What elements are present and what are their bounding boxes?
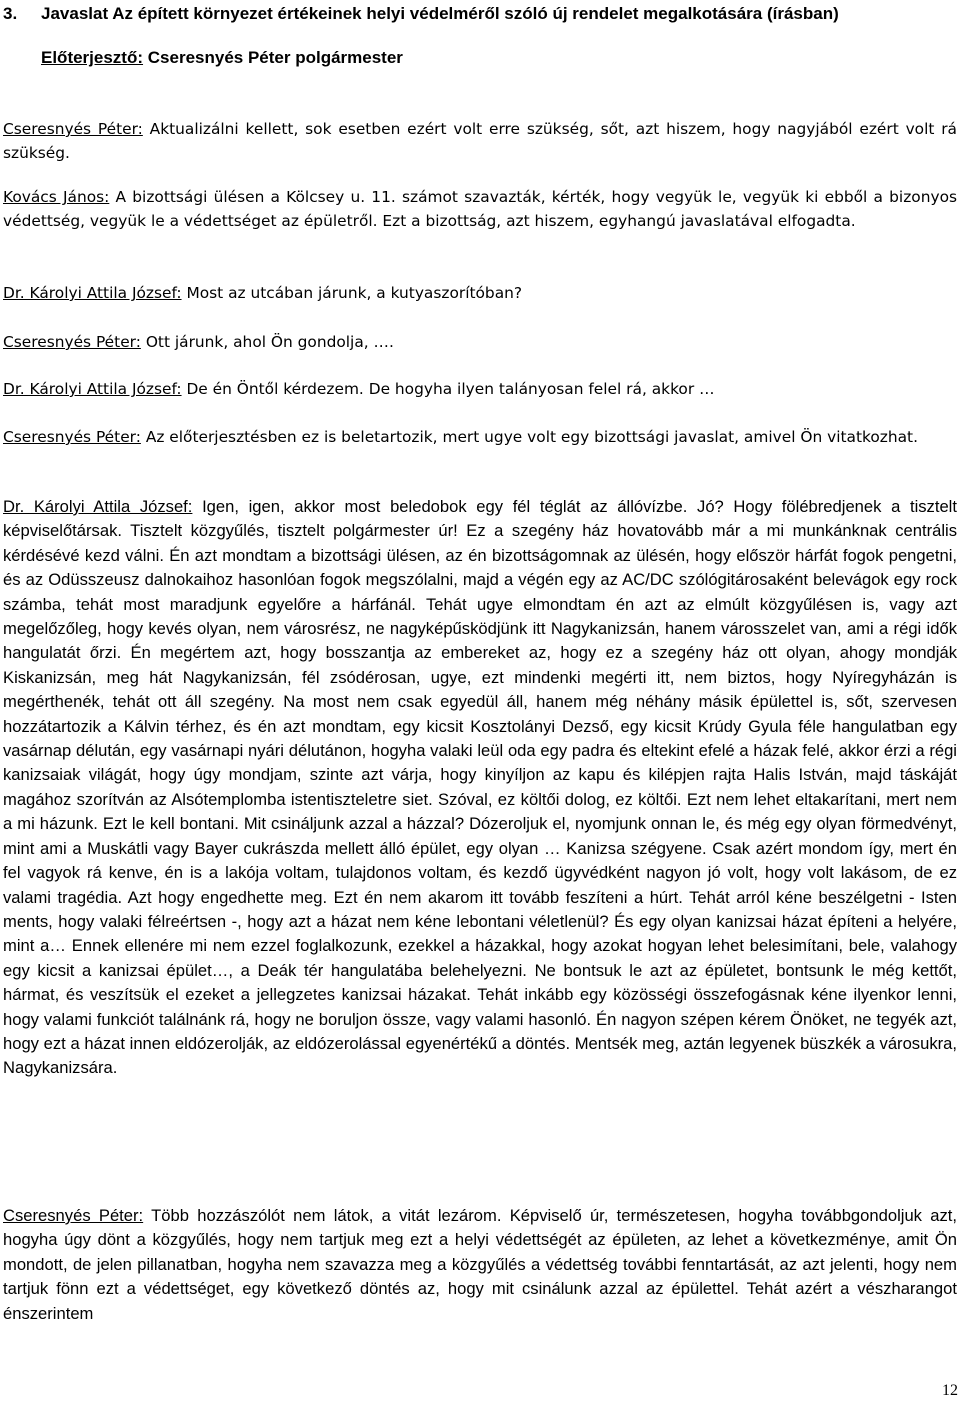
speech-text: Ott járunk, ahol Ön gondolja, …. <box>145 333 394 351</box>
speaker-name: Cseresnyés Péter: <box>3 120 143 138</box>
presenter-name: Cseresnyés Péter polgármester <box>147 48 403 67</box>
speech-text: Az előterjesztésben ez is beletartozik, mert ugye volt egy bizottsági javaslat, amivel Ön vitatkozhat. <box>145 428 918 446</box>
speech-paragraph <box>3 185 957 233</box>
speaker-name: Dr. Károlyi Attila József: <box>3 380 182 398</box>
speech-paragraph <box>3 281 957 305</box>
speech-paragraph <box>3 495 957 1081</box>
speech-paragraph <box>3 425 957 449</box>
presenter-label: Előterjesztő: <box>41 48 144 67</box>
speaker-name: Kovács János: <box>3 188 110 206</box>
speech-paragraph <box>3 377 957 401</box>
speech-paragraph <box>3 117 957 165</box>
agenda-item-title: Javaslat Az épített környezet értékeinek helyi védelméről szóló új rendelet megalkotására (írásban) <box>41 4 839 23</box>
speaker-name: Cseresnyés Péter: <box>3 428 141 446</box>
speech-text: Aktualizálni kellett, sok esetben ezért volt erre szükség, sőt, azt hiszem, hogy nagyjából ezért volt rá szükség. <box>3 120 957 163</box>
speech-text: A bizottsági ülésen a Kölcsey u. 11. számot szavazták, kérték, hogy vegyük le, vegyük ki ebből a bizonyos védettség, vegyük le a védettséget az épületről. Ezt a bizottság, azt hiszem, egyhangú javaslatával elfogadta. <box>3 188 958 231</box>
speech-paragraph <box>3 1204 957 1326</box>
speech-text: De én Öntől kérdezem. De hogyha ilyen talányosan felel rá, akkor … <box>186 380 715 398</box>
speech-text: Igen, igen, akkor most beledobok egy fél téglát az állóvízbe. Jó? Hogy fölébredjenek a tisztelt képviselőtársak. Tisztelt közgyűlés, tisztelt polgármester úr! Ez a szegény ház hovatovább már a mi munkánknak centrális kérdésévé kezd válni. Én azt mondtam a bizottsági ülésen, az én bizottságomnak az ülésén, hogy először hárfát fogok pengetni, és az Odüsszeusz dalnokaihoz hasonlóan fogok megszólalni, majd a végén egy az AC/DC szólógitárosaként belevágok egy rock számba, tehát most maradjunk egyelőre a hárfánál. Tehát ugye elmondtam én azt az elmúlt közgyűlésen is, vagy azt megelőzőleg, hogy kevés olyan, nem városrész, ne nagyképűsködjünk itt Nagykanizsán, hanem városszelet van, ami a régi idők hangulatát őrzi. Én megértem azt, hogy bosszantja az embereket az, hogy ez a szegény ház ott olyan, ahogy mondják Kiskanizsán, meg hát Nagykanizsán, fél zsódérosan, ugye, ezt mindenki megérti itt, nem biztos, hogy Nyíregyházán is megérthenék, tehát ott áll szegény. Na most nem csak egyedül áll, hanem még néhány másik épülettel is, sőt, szervesen hozzátartozik a Kálvin térhez, és én azt mondtam, egy kicsit Kosztolányi Dezső, egy kicsit Krúdy Gyula féle hangulatban egy vasárnap délután, egy vasárnapi nyári délutánon, hogyha valaki leül oda egy padra és eltekint efelé a házak felé, akkor érzi a régi kanizsaiak világát, hogy úgy mondjam, szinte azt várja, hogy kinyíljon az kapu és kilépjen rajta Halis István, majd táskáját magához szorítván az Alsótemplomba istentiszteletre siet. Szóval, ez költői dolog, ez költői. Ezt nem lehet eltakarítani, mert nem a mi házunk. Ezt le kell bontani. Mit csináljunk azzal a házzal? Dózeroljuk el, nyomjunk onnan le, és még egy olyan förmedvényt, mint ami a Muskátli vagy Bayer cukrászda mellett álló épület, egy olyan … Kanizsa szégyene. Csak azért mondom így, mert én fel vagyok rá kenve, én is a lakója voltam, tulajdonos voltam, és kezdő ügyvédként nagyon jó volt, hogy volt lakásom, de ez valami tragédia. Azt hogy engedhette meg. Ezt én nem akarom itt tovább feszíteni a húrt. Tehát arról kéne beszélgetni - Isten ments, hogy valaki félreértsen -, hogy azt a házat nem kéne lebontani véletlenül? És egy olyan kanizsai házat építeni a helyére, mint a… Ennek ellenére mi nem ezzel foglalkozunk, ezekkel a házakkal, hogy azokat hogyan lehet belesimítani, bele, valahogy egy kicsit a kanizsai épület…, a Deák tér hangulatába belehelyezni. Ne bontsuk le azt az épületet, bontsunk le még kettőt, hármat, és veszítsük el ezeket a jellegzetes kanizsai házakat. Tehát inkább egy közösségi összefogásnak kéne ilyenkor lenni, hogy valami funkciót találnánk rá, hogy ne boruljon össze, vagy valami hasonló. Én nagyon szépen kérem Önöket, ne tegyék azt, hogy ezt a házat innen eldózerolják, az eldózerolással egyenértékű a döntés. Mentsék meg, aztán legyenek büszkék a városukra, Nagykanizsára. <box>3 497 957 1078</box>
agenda-item-number: 3. <box>3 4 18 23</box>
speaker-name: Dr. Károlyi Attila József: <box>3 497 193 516</box>
speaker-name: Cseresnyés Péter: <box>3 333 141 351</box>
presenter-line <box>41 46 403 69</box>
speaker-name: Dr. Károlyi Attila József: <box>3 284 182 302</box>
speech-paragraph <box>3 330 957 354</box>
speaker-name: Cseresnyés Péter: <box>3 1206 144 1225</box>
page-number: 12 <box>942 1382 958 1399</box>
speech-text: Több hozzászólót nem látok, a vitát lezárom. Képviselő úr, természetesen, hogyha továbbgondoljuk azt, hogyha úgy dönt a közgyűlés, hogy nem tartjuk meg ezt a helyi védettségét az épületen, az lehet a következménye, amit Ön mondott, de jelen pillanatban, hogyha nem szavazza meg a közgyűlés a védettség további fenntartását, az azt jelenti, hogy nem tartjuk fönn ezt a védettséget, egy következő döntés az, hogy mit csinálunk azzal az épülettel. Tehát azért a vészharangot énszerintem <box>3 1206 957 1323</box>
agenda-heading <box>3 2 957 25</box>
speech-text: Most az utcában járunk, a kutyaszorítóban? <box>186 284 523 302</box>
